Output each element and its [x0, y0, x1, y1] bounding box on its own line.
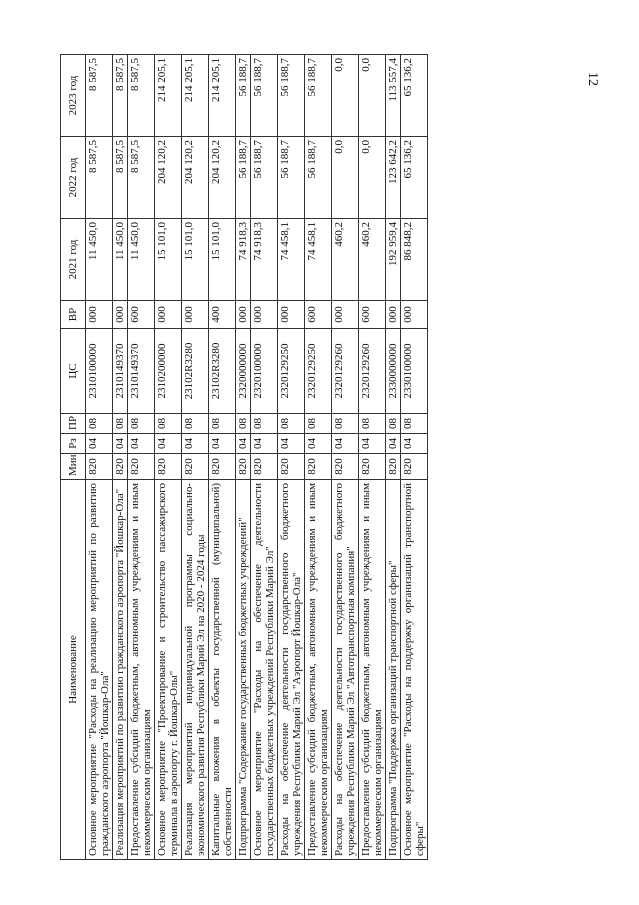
cell-vr: 000: [236, 301, 251, 329]
cell-name: Предоставление субсидий бюджетным, автономным учреждениям и иным некоммерческим организациям: [359, 480, 386, 860]
table-row: [278, 55, 305, 860]
cell-rz: 04: [113, 434, 128, 454]
cell-pr: 08: [182, 414, 209, 434]
table-row: [86, 55, 113, 860]
cell-rz: 04: [155, 434, 182, 454]
cell-2023: 56 188,7: [251, 55, 278, 137]
table-row: [128, 55, 155, 860]
cell-2023: 56 188,7: [305, 55, 332, 137]
cell-name: Основное мероприятие "Расходы на реализацию мероприятий по развитию гражданского аэропорта "Йошкар-Ола": [86, 480, 113, 860]
header-cs: ЦС: [61, 329, 86, 414]
cell-2021: 15 101,0: [155, 219, 182, 301]
cell-name: Предоставление субсидий бюджетным, автономным учреждениям и иным некоммерческим организациям: [305, 480, 332, 860]
cell-2022: 204 120,2: [182, 137, 209, 219]
cell-name: Расходы на обеспечение деятельности государственного бюджетного учреждения Республики Марий Эл "Автотранспортная компания": [332, 480, 359, 860]
cell-2023: 56 188,7: [278, 55, 305, 137]
cell-min: 820: [155, 454, 182, 480]
cell-min: 820: [332, 454, 359, 480]
cell-2023: 214 205,1: [155, 55, 182, 137]
cell-2022: 204 120,2: [209, 137, 236, 219]
table-row: [305, 55, 332, 860]
cell-name: Основное мероприятие "Расходы на обеспечение деятельности государственных бюджетных учреждений Республики Марий Эл": [251, 480, 278, 860]
cell-2021: 74 458,1: [305, 219, 332, 301]
cell-pr: 08: [86, 414, 113, 434]
cell-rz: 04: [332, 434, 359, 454]
cell-2021: 11 450,0: [86, 219, 113, 301]
cell-vr: 000: [251, 301, 278, 329]
cell-pr: 08: [209, 414, 236, 434]
cell-cs: 2330100000: [401, 329, 428, 414]
header-name: Наименование: [61, 480, 86, 860]
cell-2023: 8 587,5: [128, 55, 155, 137]
budget-table: [60, 54, 428, 860]
cell-2022: 56 188,7: [305, 137, 332, 219]
cell-2022: 8 587,5: [113, 137, 128, 219]
table-header-row: [61, 55, 86, 860]
cell-2023: 65 136,2: [401, 55, 428, 137]
cell-rz: 04: [401, 434, 428, 454]
rotated-page: [60, 55, 580, 860]
cell-vr: 600: [128, 301, 155, 329]
cell-cs: 23102R3280: [182, 329, 209, 414]
cell-cs: 2330000000: [386, 329, 401, 414]
table-row: [386, 55, 401, 860]
cell-cs: 2310149370: [128, 329, 155, 414]
header-min: Мин: [61, 454, 86, 480]
cell-cs: 23102R3280: [209, 329, 236, 414]
cell-2023: 0,0: [359, 55, 386, 137]
table-row: [359, 55, 386, 860]
cell-2022: 8 587,5: [128, 137, 155, 219]
cell-pr: 08: [332, 414, 359, 434]
cell-min: 820: [182, 454, 209, 480]
cell-min: 820: [236, 454, 251, 480]
cell-vr: 000: [386, 301, 401, 329]
cell-pr: 08: [128, 414, 155, 434]
cell-name: Реализация мероприятий по развитию гражданского аэропорта "Йошкар-Ола": [113, 480, 128, 860]
cell-cs: 2320129260: [332, 329, 359, 414]
cell-cs: 2320129250: [305, 329, 332, 414]
cell-2022: 123 642,2: [386, 137, 401, 219]
table-row: [401, 55, 428, 860]
cell-name: Расходы на обеспечение деятельности государственного бюджетного учреждения Республики Марий Эл "Аэропорт Йошкар-Ола": [278, 480, 305, 860]
cell-vr: 600: [359, 301, 386, 329]
cell-cs: 2310149370: [113, 329, 128, 414]
cell-min: 820: [209, 454, 236, 480]
header-2021: 2021 год: [61, 219, 86, 301]
cell-min: 820: [386, 454, 401, 480]
cell-vr: 000: [113, 301, 128, 329]
table-row: [182, 55, 209, 860]
cell-name: Реализация мероприятий индивидуальной программы социально-экономического развития Республики Марий Эл на 2020 - 2024 годы: [182, 480, 209, 860]
cell-2022: 56 188,7: [236, 137, 251, 219]
cell-min: 820: [113, 454, 128, 480]
cell-rz: 04: [182, 434, 209, 454]
cell-pr: 08: [251, 414, 278, 434]
cell-min: 820: [401, 454, 428, 480]
cell-vr: 000: [332, 301, 359, 329]
cell-name: Основное мероприятие "Расходы на поддержку организаций транспортной сферы": [401, 480, 428, 860]
cell-name: Подпрограмма "Поддержка организаций транспортной сферы": [386, 480, 401, 860]
cell-2023: 0,0: [332, 55, 359, 137]
cell-cs: 2320100000: [251, 329, 278, 414]
cell-cs: 2320129260: [359, 329, 386, 414]
table-row: [332, 55, 359, 860]
cell-2021: 15 101,0: [182, 219, 209, 301]
cell-vr: 000: [278, 301, 305, 329]
cell-vr: 600: [305, 301, 332, 329]
cell-2023: 214 205,1: [209, 55, 236, 137]
page-number: 12: [585, 72, 600, 86]
cell-rz: 04: [86, 434, 113, 454]
cell-pr: 08: [155, 414, 182, 434]
cell-2021: 11 450,0: [128, 219, 155, 301]
cell-pr: 08: [401, 414, 428, 434]
cell-2022: 8 587,5: [86, 137, 113, 219]
cell-cs: 2310200000: [155, 329, 182, 414]
cell-2022: 0,0: [359, 137, 386, 219]
table-row: [155, 55, 182, 860]
cell-vr: 000: [182, 301, 209, 329]
cell-min: 820: [86, 454, 113, 480]
cell-2023: 113 557,4: [386, 55, 401, 137]
cell-2022: 65 136,2: [401, 137, 428, 219]
cell-2021: 15 101,0: [209, 219, 236, 301]
cell-2023: 8 587,5: [86, 55, 113, 137]
cell-rz: 04: [386, 434, 401, 454]
cell-min: 820: [278, 454, 305, 480]
cell-2022: 56 188,7: [278, 137, 305, 219]
cell-2022: 0,0: [332, 137, 359, 219]
cell-cs: 2320129250: [278, 329, 305, 414]
cell-2021: 74 918,3: [236, 219, 251, 301]
cell-vr: 000: [155, 301, 182, 329]
cell-rz: 04: [359, 434, 386, 454]
cell-2022: 56 188,7: [251, 137, 278, 219]
header-2022: 2022 год: [61, 137, 86, 219]
cell-2023: 8 587,5: [113, 55, 128, 137]
cell-2021: 74 458,1: [278, 219, 305, 301]
cell-pr: 08: [359, 414, 386, 434]
cell-pr: 08: [305, 414, 332, 434]
header-2023: 2023 год: [61, 55, 86, 137]
cell-vr: 000: [86, 301, 113, 329]
header-rz: Рз: [61, 434, 86, 454]
cell-2021: 86 848,2: [401, 219, 428, 301]
cell-rz: 04: [236, 434, 251, 454]
header-pr: ПР: [61, 414, 86, 434]
cell-name: Капитальные вложения в объекты государственной (муниципальной) собственности: [209, 480, 236, 860]
cell-2022: 204 120,2: [155, 137, 182, 219]
cell-vr: 000: [401, 301, 428, 329]
cell-name: Предоставление субсидий бюджетным, автономным учреждениям и иным некоммерческим организациям: [128, 480, 155, 860]
cell-rz: 04: [209, 434, 236, 454]
cell-pr: 08: [278, 414, 305, 434]
cell-rz: 04: [251, 434, 278, 454]
cell-2023: 214 205,1: [182, 55, 209, 137]
cell-2021: 192 959,4: [386, 219, 401, 301]
cell-pr: 08: [386, 414, 401, 434]
cell-2021: 460,2: [332, 219, 359, 301]
cell-rz: 04: [278, 434, 305, 454]
cell-2023: 56 188,7: [236, 55, 251, 137]
cell-pr: 08: [236, 414, 251, 434]
table-row: [113, 55, 128, 860]
cell-pr: 08: [113, 414, 128, 434]
cell-2021: 74 918,3: [251, 219, 278, 301]
cell-min: 820: [359, 454, 386, 480]
cell-name: Подпрограмма "Содержание государственных бюджетных учреждений": [236, 480, 251, 860]
cell-rz: 04: [305, 434, 332, 454]
header-vr: ВР: [61, 301, 86, 329]
cell-2021: 11 450,0: [113, 219, 128, 301]
table-row: [251, 55, 278, 860]
table-row: [236, 55, 251, 860]
cell-vr: 400: [209, 301, 236, 329]
cell-cs: 2320000000: [236, 329, 251, 414]
cell-2021: 460,2: [359, 219, 386, 301]
cell-rz: 04: [128, 434, 155, 454]
cell-min: 820: [251, 454, 278, 480]
cell-min: 820: [305, 454, 332, 480]
cell-min: 820: [128, 454, 155, 480]
cell-name: Основное мероприятие "Проектирование и строительство пассажирского терминала в аэропорту г. Йошкар-Олы": [155, 480, 182, 860]
table-row: [209, 55, 236, 860]
cell-cs: 2310100000: [86, 329, 113, 414]
